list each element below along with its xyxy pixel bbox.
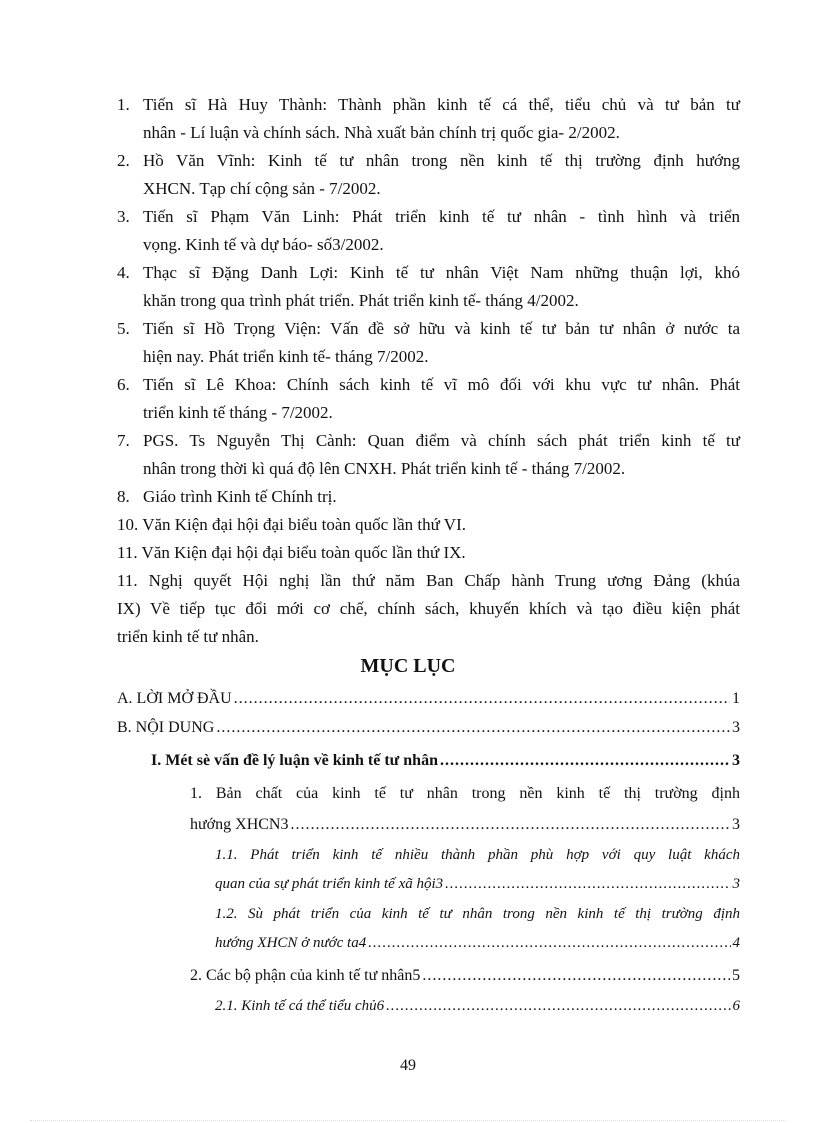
- reference-number: 6.: [117, 375, 130, 394]
- page-number: 49: [400, 1057, 416, 1074]
- toc-leader: [386, 998, 730, 1015]
- toc-leader: [234, 690, 730, 708]
- toc-entry[interactable]: [151, 752, 740, 770]
- reference-text: 10. Văn Kiện đại hội đại biểu toàn quốc lần thứ VI.: [117, 515, 466, 534]
- toc-entry[interactable]: [215, 998, 740, 1015]
- toc-page: 3: [732, 816, 740, 833]
- reference-number: 2.: [117, 151, 130, 170]
- reference-text: XHCN. Tạp chí cộng sản - 7/2002.: [143, 179, 381, 198]
- reference-text: Giáo trình Kinh tế Chính trị.: [143, 487, 337, 506]
- reference-text: Hồ Văn Vĩnh: Kinh tế tư nhân trong nền kinh tế thị trường định hướng: [143, 151, 740, 170]
- toc-label: A. LỜI MỞ ĐẦU: [117, 690, 232, 707]
- toc-label: hướng XHCN3: [190, 816, 289, 833]
- reference-text: hiện nay. Phát triển kinh tế- tháng 7/2002.: [143, 347, 429, 366]
- reference-number: 1.: [117, 95, 130, 114]
- reference-number: 7.: [117, 431, 130, 450]
- reference-text: khăn trong qua trình phát triển. Phát triển kinh tế- tháng 4/2002.: [143, 291, 579, 310]
- toc-title: MỤC LỤC: [360, 655, 456, 677]
- reference-text: triển kinh tế tháng - 7/2002.: [143, 403, 333, 422]
- toc-page: 4: [732, 935, 740, 951]
- toc-entry[interactable]: [215, 935, 740, 952]
- reference-text: PGS. Ts Nguyễn Thị Cành: Quan điểm và chính sách phát triển kinh tế tư: [143, 431, 740, 450]
- toc-label: I. Mét sè vấn đề lý luận về kinh tế tư nhân: [151, 752, 438, 769]
- toc-page: 6: [732, 998, 740, 1014]
- toc-leader: [440, 752, 730, 770]
- reference-text: IX) Về tiếp tục đổi mới cơ chế, chính sách, khuyến khích và tạo điều kiện phát: [117, 599, 740, 618]
- reference-text: 11. Văn Kiện đại hội đại biểu toàn quốc lần thứ IX.: [117, 543, 466, 562]
- toc-page: 3: [732, 876, 740, 892]
- toc-entry[interactable]: [117, 719, 740, 737]
- reference-number: 8.: [117, 487, 130, 506]
- reference-text: Tiến sĩ Hồ Trọng Viện: Vấn đề sở hữu và kinh tế tư bản tư nhân ở nước ta: [143, 319, 740, 338]
- reference-text: triển kinh tế tư nhân.: [117, 627, 259, 646]
- toc-entry-line[interactable]: 1. Bản chất của kinh tế tư nhân trong nền kinh tế thị trường định: [190, 785, 740, 802]
- toc-label: hướng XHCN ở nước ta4: [215, 935, 367, 951]
- toc-entry[interactable]: [190, 967, 740, 985]
- toc-page: 1: [732, 690, 740, 707]
- toc-label: quan của sự phát triển kinh tế xã hội3: [215, 876, 444, 892]
- reference-text: Thạc sĩ Đặng Danh Lợi: Kinh tế tư nhân Việt Nam những thuận lợi, khó: [143, 263, 740, 282]
- toc-leader: [216, 719, 730, 737]
- reference-text: Tiến sĩ Hà Huy Thành: Thành phần kinh tế cá thể, tiểu chủ và tư bản tư: [143, 95, 740, 114]
- reference-text: nhân - Lí luận và chính sách. Nhà xuất bản chính trị quốc gia- 2/2002.: [143, 123, 620, 142]
- toc-page: 3: [732, 719, 740, 736]
- footer-divider: [30, 1120, 786, 1121]
- reference-number: 5.: [117, 319, 130, 338]
- toc-label: 2. Các bộ phận của kinh tế tư nhân5: [190, 967, 421, 984]
- toc-entry-line[interactable]: 1.2. Sù phát triển của kinh tế tư nhân trong nền kinh tế thị trường định: [215, 906, 740, 922]
- toc-entry-line[interactable]: 1.1. Phát triển kinh tế nhiều thành phần phù hợp với quy luật khách: [215, 847, 740, 863]
- toc-page: 3: [732, 752, 740, 769]
- toc-leader: [422, 967, 730, 985]
- toc-entry[interactable]: [215, 876, 740, 893]
- reference-number: 3.: [117, 207, 130, 226]
- reference-text: 11. Nghị quyết Hội nghị lần thứ năm Ban Chấp hành Trung ương Đảng (khúa: [117, 571, 740, 590]
- toc-label: B. NỘI DUNG: [117, 719, 215, 736]
- reference-text: nhân trong thời kì quá độ lên CNXH. Phát triển kinh tế - tháng 7/2002.: [143, 459, 626, 478]
- toc-entry[interactable]: [117, 690, 740, 708]
- toc-leader: [445, 876, 730, 893]
- toc-label: 2.1. Kinh tế cá thể tiểu chủ6: [215, 998, 385, 1014]
- reference-text: Tiến sĩ Phạm Văn Linh: Phát triển kinh tế tư nhân - tình hình và triển: [143, 207, 740, 226]
- reference-text: Tiến sĩ Lê Khoa: Chính sách kinh tế vĩ mô đối với khu vực tư nhân. Phát: [143, 375, 740, 394]
- reference-text: vọng. Kinh tế và dự báo- số3/2002.: [143, 235, 384, 254]
- reference-number: 4.: [117, 263, 130, 282]
- toc-leader: [290, 816, 730, 834]
- toc-entry[interactable]: [190, 816, 740, 834]
- toc-leader: [368, 935, 730, 952]
- toc-page: 5: [732, 967, 740, 984]
